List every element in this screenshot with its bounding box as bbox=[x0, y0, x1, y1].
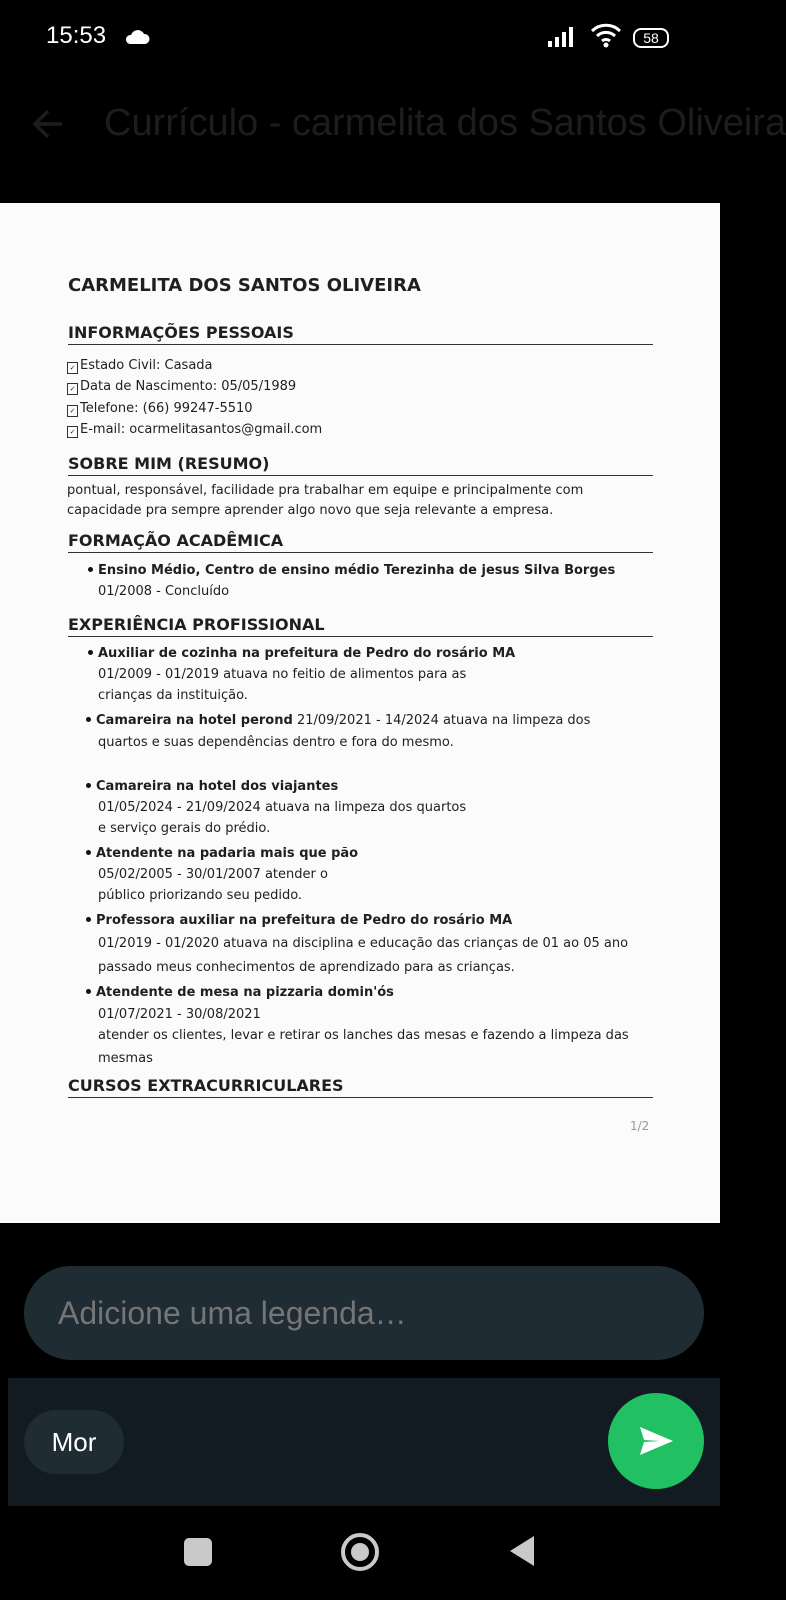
bullet bbox=[86, 850, 91, 855]
exp3-line2: e serviço gerais do prédio. bbox=[98, 821, 271, 836]
back-arrow-icon[interactable] bbox=[30, 106, 66, 142]
signal-icon bbox=[548, 26, 578, 48]
exp6-line2: atender os clientes, levar e retirar os lanches das mesas e fazendo a limpeza das bbox=[98, 1028, 629, 1043]
exp6-line3: mesmas bbox=[98, 1051, 153, 1066]
exp4-line1: 05/02/2005 - 30/01/2007 atender o bbox=[98, 867, 328, 882]
bullet bbox=[86, 917, 91, 922]
exp4-line2: público priorizando seu pedido. bbox=[98, 888, 303, 903]
caption-box[interactable] bbox=[24, 1266, 704, 1360]
bullet bbox=[86, 783, 91, 788]
section-education-heading: FORMAÇÃO ACADÊMICA bbox=[68, 531, 653, 553]
about-line-1: pontual, responsável, facilidade pra trabalhar em equipe e principalmente com bbox=[67, 483, 584, 498]
personal-email: ✓ E-mail: ocarmelitasantos@gmail.com bbox=[67, 419, 322, 440]
page-title: Currículo - carmelita dos Santos Oliveira bbox=[104, 102, 786, 144]
checkbox-icon: ✓ bbox=[67, 426, 78, 438]
exp1-line2: crianças da instituição. bbox=[98, 688, 248, 703]
section-courses-heading: CURSOS EXTRACURRICULARES bbox=[68, 1076, 653, 1098]
home-button[interactable] bbox=[340, 1532, 380, 1572]
bullet bbox=[86, 717, 91, 722]
bullet bbox=[88, 567, 93, 572]
app-bar bbox=[0, 90, 786, 200]
checkbox-icon: ✓ bbox=[67, 362, 78, 374]
navigation-bar bbox=[0, 1510, 720, 1600]
bottom-panel bbox=[8, 1378, 720, 1506]
personal-nascimento: ✓ Data de Nascimento: 05/05/1989 bbox=[67, 376, 296, 397]
section-about-heading: SOBRE MIM (RESUMO) bbox=[68, 454, 653, 476]
checkbox-icon: ✓ bbox=[67, 405, 78, 417]
exp5-title: Professora auxiliar na prefeitura de Pedro do rosário MA bbox=[96, 913, 513, 928]
send-icon bbox=[636, 1421, 676, 1461]
exp5-line1: 01/2019 - 01/2020 atuava na disciplina e educação das crianças de 01 ao 05 ano bbox=[98, 936, 629, 951]
exp3-line1: 01/05/2024 - 21/09/2024 atuava na limpeza dos quartos bbox=[98, 800, 467, 815]
exp2-line2: quartos e suas dependências dentro e fora do mesmo. bbox=[98, 735, 454, 750]
bullet bbox=[86, 989, 91, 994]
page-number: 1/2 bbox=[630, 1119, 650, 1133]
exp3-title: Camareira na hotel dos viajantes bbox=[96, 779, 339, 794]
exp1-title: Auxiliar de cozinha na prefeitura de Pedro do rosário MA bbox=[98, 646, 516, 661]
wifi-icon bbox=[590, 22, 622, 48]
education-title: Ensino Médio, Centro de ensino médio Terezinha de jesus Silva Borges bbox=[98, 563, 616, 578]
caption-input[interactable] bbox=[56, 1294, 660, 1333]
personal-estado: ✓ Estado Civil: Casada bbox=[67, 355, 213, 376]
personal-telefone: ✓ Telefone: (66) 99247-5510 bbox=[67, 398, 253, 419]
bullet bbox=[88, 650, 93, 655]
document-preview bbox=[0, 203, 720, 1223]
resume-name: CARMELITA DOS SANTOS OLIVEIRA bbox=[68, 275, 421, 296]
section-personal-heading: INFORMAÇÕES PESSOAIS bbox=[68, 323, 653, 345]
recipient-chip-label: Mor bbox=[51, 1426, 97, 1457]
exp1-line1: 01/2009 - 01/2019 atuava no feitio de alimentos para as bbox=[98, 667, 467, 682]
about-line-2: capacidade pra sempre aprender algo novo que seja relevante a empresa. bbox=[67, 503, 554, 518]
clock: 15:53 bbox=[46, 22, 107, 49]
send-button[interactable] bbox=[608, 1393, 704, 1489]
checkbox-icon: ✓ bbox=[67, 383, 78, 395]
section-experience-heading: EXPERIÊNCIA PROFISSIONAL bbox=[68, 615, 653, 637]
exp6-line1: 01/07/2021 - 30/08/2021 bbox=[98, 1007, 261, 1022]
battery-level: 58 bbox=[643, 30, 659, 46]
education-detail: 01/2008 - Concluído bbox=[98, 584, 230, 599]
status-bar bbox=[0, 0, 720, 80]
exp2-line1: Camareira na hotel perond 21/09/2021 - 14/2024 atuava na limpeza dos bbox=[96, 713, 591, 728]
recents-button[interactable] bbox=[184, 1538, 212, 1566]
cloud-icon bbox=[124, 28, 150, 46]
nav-back-button[interactable] bbox=[508, 1534, 536, 1568]
exp6-title: Atendente de mesa na pizzaria domin'ós bbox=[96, 985, 394, 1000]
exp5-line2: passado meus conhecimentos de aprendizado para as crianças. bbox=[98, 960, 515, 975]
battery-indicator bbox=[633, 28, 669, 48]
recipient-chip[interactable] bbox=[24, 1410, 124, 1474]
exp4-title: Atendente na padaria mais que pão bbox=[96, 846, 359, 861]
